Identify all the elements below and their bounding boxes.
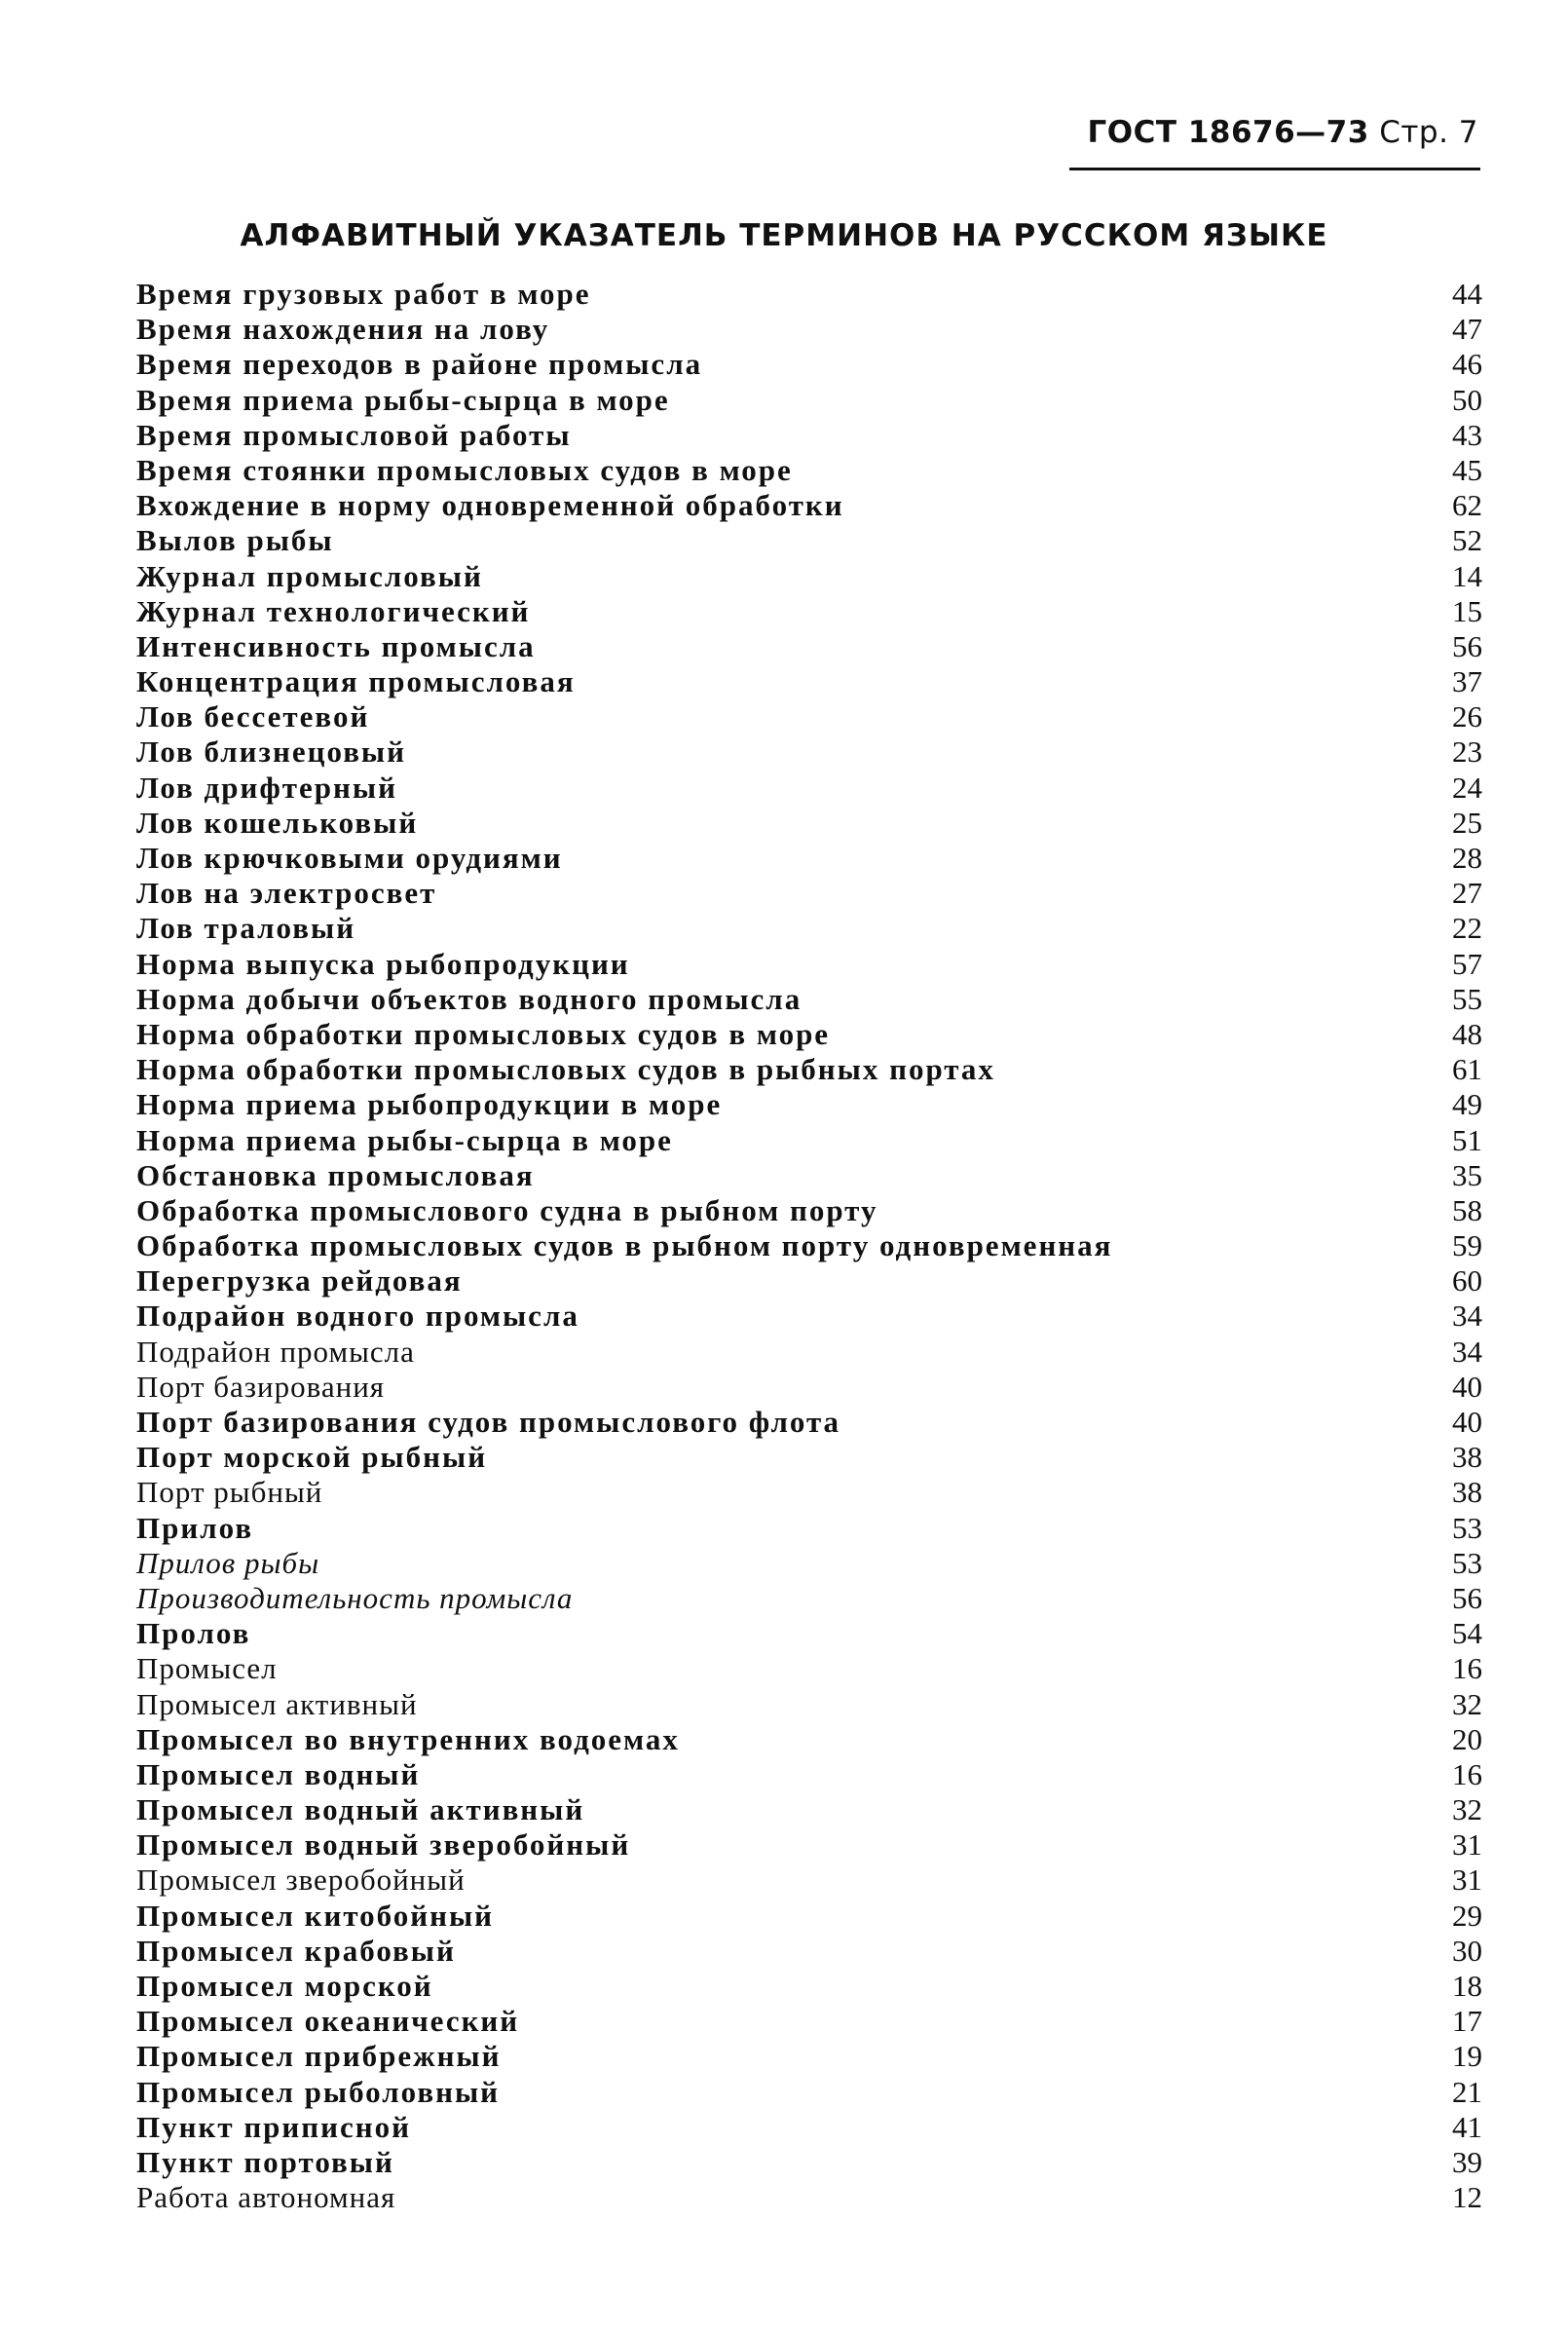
index-term-number: 32: [1452, 1686, 1482, 1721]
index-term: Время нахождения на лову: [136, 312, 550, 347]
index-term: Журнал промысловый: [136, 558, 483, 593]
index-term-number: 53: [1452, 1545, 1482, 1580]
index-term: Промысел прибрежный: [136, 2039, 502, 2074]
index-term-number: 23: [1452, 734, 1482, 770]
index-term: Лов траловый: [136, 911, 356, 946]
index-term-number: 31: [1452, 1827, 1482, 1863]
index-entry: [136, 347, 1482, 382]
index-term: Вылов рыбы: [136, 523, 334, 558]
index-entry: [136, 1158, 1482, 1193]
index-term-number: 49: [1452, 1087, 1482, 1122]
index-entry: [136, 1193, 1482, 1228]
index-term: Концентрация промысловая: [136, 664, 576, 699]
index-term-number: 18: [1452, 1969, 1482, 2003]
index-entry: [136, 911, 1482, 946]
index-term: Промысел китобойный: [136, 1898, 495, 1933]
index-entry: [136, 1335, 1482, 1370]
index-entry: [136, 629, 1482, 664]
index-term: Подрайон водного промысла: [136, 1298, 579, 1334]
index-entry: [136, 1405, 1482, 1440]
index-term-number: 28: [1452, 841, 1482, 875]
index-entry: [136, 1792, 1482, 1827]
index-term: Норма приема рыбопродукции в море: [136, 1087, 723, 1122]
index-entry: [136, 1722, 1482, 1757]
index-entry: [136, 947, 1482, 982]
index-entry: [136, 1052, 1482, 1087]
index-term-number: 15: [1452, 593, 1482, 628]
index-term: Время стоянки промысловых судов в море: [136, 452, 793, 487]
index-term-number: 40: [1452, 1405, 1482, 1439]
index-entry: [136, 1757, 1482, 1792]
index-term: Промысел зверобойный: [136, 1863, 466, 1898]
index-term: Промысел океанический: [136, 2004, 520, 2039]
index-entry: [136, 1298, 1482, 1334]
index-term-number: 45: [1452, 452, 1482, 487]
index-entry: [136, 982, 1482, 1017]
index-term-number: 41: [1452, 2109, 1482, 2144]
index-entry: [136, 1651, 1482, 1686]
index-entry: [136, 2110, 1482, 2145]
index-term: Пункт портовый: [136, 2144, 394, 2179]
page-number: Стр. 7: [1379, 115, 1478, 150]
index-entry: [136, 664, 1482, 699]
index-term-number: 58: [1452, 1192, 1482, 1227]
index-entry: [136, 806, 1482, 841]
index-term: Обработка промысловых судов в рыбном порту одновременная: [136, 1228, 1113, 1263]
index-term: Порт рыбный: [136, 1475, 323, 1510]
index-entry: [136, 312, 1482, 347]
index-entry: [136, 1475, 1482, 1510]
index-term-number: 25: [1452, 805, 1482, 840]
index-term: Подрайон промысла: [136, 1334, 415, 1369]
index-term: Работа автономная: [136, 2180, 396, 2215]
index-term-number: 56: [1452, 1580, 1482, 1615]
index-entry: [136, 734, 1482, 770]
index-term: Лов кошельковый: [136, 805, 419, 840]
index-term-number: 12: [1452, 2180, 1482, 2215]
index-entry: [136, 594, 1482, 629]
index-term-number: 53: [1452, 1510, 1482, 1545]
index-entry: [136, 2180, 1482, 2215]
index-term: Обстановка промысловая: [136, 1157, 535, 1192]
index-term-number: 50: [1452, 382, 1482, 417]
index-entry: [136, 876, 1482, 911]
index-term-number: 29: [1452, 1898, 1482, 1933]
index-term: Норма обработки промысловых судов в море: [136, 1016, 831, 1051]
index-term-number: 43: [1452, 417, 1482, 452]
index-entry: [136, 2004, 1482, 2039]
index-term-number: 51: [1452, 1122, 1482, 1157]
index-term: Лов на электросвет: [136, 876, 437, 911]
index-term: Норма приема рыбы-сырца в море: [136, 1122, 673, 1157]
index-term: Время грузовых работ в море: [136, 277, 591, 311]
index-term: Промысел рыболовный: [136, 2074, 501, 2109]
index-term-number: 60: [1452, 1263, 1482, 1298]
index-term-number: 16: [1452, 1756, 1482, 1791]
index-entry: [136, 1228, 1482, 1263]
term-index-list: [136, 277, 1482, 2215]
index-entry: [136, 1440, 1482, 1475]
index-term-number: 22: [1452, 911, 1482, 946]
index-term: Прилов: [136, 1510, 254, 1545]
index-entry: [136, 1370, 1482, 1405]
index-entry: [136, 841, 1482, 876]
index-term-number: 62: [1452, 488, 1482, 523]
index-term-number: 26: [1452, 699, 1482, 734]
index-term-number: 21: [1452, 2074, 1482, 2109]
index-term-number: 30: [1452, 1933, 1482, 1968]
index-term: Лов бессетевой: [136, 699, 370, 734]
index-term: Время промысловой работы: [136, 417, 572, 452]
index-term: Промысел во внутренних водоемах: [136, 1721, 680, 1756]
index-entry: [136, 2075, 1482, 2110]
index-term: Промысел крабовый: [136, 1933, 456, 1968]
index-term-number: 31: [1452, 1863, 1482, 1898]
index-term: Норма добычи объектов водного промысла: [136, 981, 803, 1016]
index-entry: [136, 1546, 1482, 1581]
index-term-number: 24: [1452, 770, 1482, 805]
index-term-number: 20: [1452, 1721, 1482, 1756]
index-entry: [136, 1616, 1482, 1651]
index-entry: [136, 1263, 1482, 1298]
index-term: Промысел активный: [136, 1686, 418, 1721]
index-term-number: 27: [1452, 876, 1482, 911]
index-term: Промысел морской: [136, 1969, 433, 2003]
index-term: Промысел водный: [136, 1756, 421, 1791]
index-term-number: 55: [1452, 981, 1482, 1016]
index-term-number: 57: [1452, 946, 1482, 981]
index-term: Пункт приписной: [136, 2109, 411, 2144]
index-term-number: 56: [1452, 628, 1482, 663]
index-term-number: 40: [1452, 1369, 1482, 1404]
index-entry: [136, 559, 1482, 594]
index-term: Вхождение в норму одновременной обработки: [136, 488, 844, 523]
index-term-number: 34: [1452, 1334, 1482, 1369]
index-entry: [136, 277, 1482, 312]
index-entry: [136, 2145, 1482, 2180]
index-term: Лов близнецовый: [136, 734, 407, 770]
index-term: Пролов: [136, 1616, 251, 1651]
index-term: Норма обработки промысловых судов в рыбных портах: [136, 1052, 995, 1087]
index-term-number: 61: [1452, 1052, 1482, 1087]
index-term: Журнал технологический: [136, 593, 531, 628]
index-term: Порт базирования: [136, 1369, 386, 1404]
index-entry: [136, 1087, 1482, 1122]
index-term-number: 32: [1452, 1792, 1482, 1827]
index-term-number: 46: [1452, 347, 1482, 382]
index-entry: [136, 1827, 1482, 1863]
index-entry: [136, 1863, 1482, 1898]
index-title: АЛФАВИТНЫЙ УКАЗАТЕЛЬ ТЕРМИНОВ НА РУССКОМ ЯЗЫКЕ: [240, 218, 1328, 253]
index-term: Прилов рыбы: [136, 1545, 320, 1580]
index-term: Время приема рыбы-сырца в море: [136, 382, 670, 417]
index-entry: [136, 1934, 1482, 1969]
index-entry: [136, 383, 1482, 418]
index-term-number: 34: [1452, 1298, 1482, 1334]
index-term-number: 39: [1452, 2144, 1482, 2179]
index-entry: [136, 523, 1482, 558]
index-term: Обработка промыслового судна в рыбном порту: [136, 1192, 878, 1227]
index-term: Промысел водный зверобойный: [136, 1827, 631, 1863]
index-term: Перегрузка рейдовая: [136, 1263, 463, 1298]
index-entry: [136, 1899, 1482, 1934]
index-term: Производительность промысла: [136, 1580, 574, 1615]
standard-number: ГОСТ 18676—73: [1087, 115, 1369, 150]
index-term: Порт базирования судов промыслового флота: [136, 1405, 841, 1439]
index-entry: [136, 771, 1482, 806]
index-term-number: 59: [1452, 1228, 1482, 1263]
index-entry: [136, 1581, 1482, 1616]
index-entry: [136, 488, 1482, 523]
index-term: Интенсивность промысла: [136, 628, 536, 663]
index-term-number: 38: [1452, 1440, 1482, 1475]
index-term: Порт морской рыбный: [136, 1440, 488, 1475]
index-term-number: 52: [1452, 523, 1482, 558]
index-term-number: 19: [1452, 2039, 1482, 2074]
index-term-number: 38: [1452, 1475, 1482, 1510]
index-term-number: 44: [1452, 277, 1482, 311]
index-entry: [136, 418, 1482, 453]
header-rule: [1069, 168, 1480, 170]
index-term-number: 17: [1452, 2004, 1482, 2039]
index-entry: [136, 1123, 1482, 1158]
index-term-number: 35: [1452, 1157, 1482, 1192]
index-term: Норма выпуска рыбопродукции: [136, 946, 630, 981]
index-term-number: 47: [1452, 312, 1482, 347]
index-term-number: 54: [1452, 1616, 1482, 1651]
index-entry: [136, 2039, 1482, 2074]
index-entry: [136, 1687, 1482, 1722]
index-term-number: 37: [1452, 664, 1482, 699]
index-term: Лов дрифтерный: [136, 770, 397, 805]
index-term-number: 48: [1452, 1016, 1482, 1051]
index-term: Лов крючковыми орудиями: [136, 841, 563, 875]
index-term-number: 16: [1452, 1651, 1482, 1686]
index-term: Время переходов в районе промысла: [136, 347, 703, 382]
index-term: Промысел водный активный: [136, 1792, 585, 1827]
index-entry: [136, 1017, 1482, 1052]
index-entry: [136, 1969, 1482, 2004]
index-term-number: 14: [1452, 558, 1482, 593]
index-term: Промысел: [136, 1651, 278, 1686]
index-entry: [136, 1511, 1482, 1546]
index-entry: [136, 453, 1482, 488]
page-header: [1088, 115, 1478, 150]
index-entry: [136, 699, 1482, 734]
